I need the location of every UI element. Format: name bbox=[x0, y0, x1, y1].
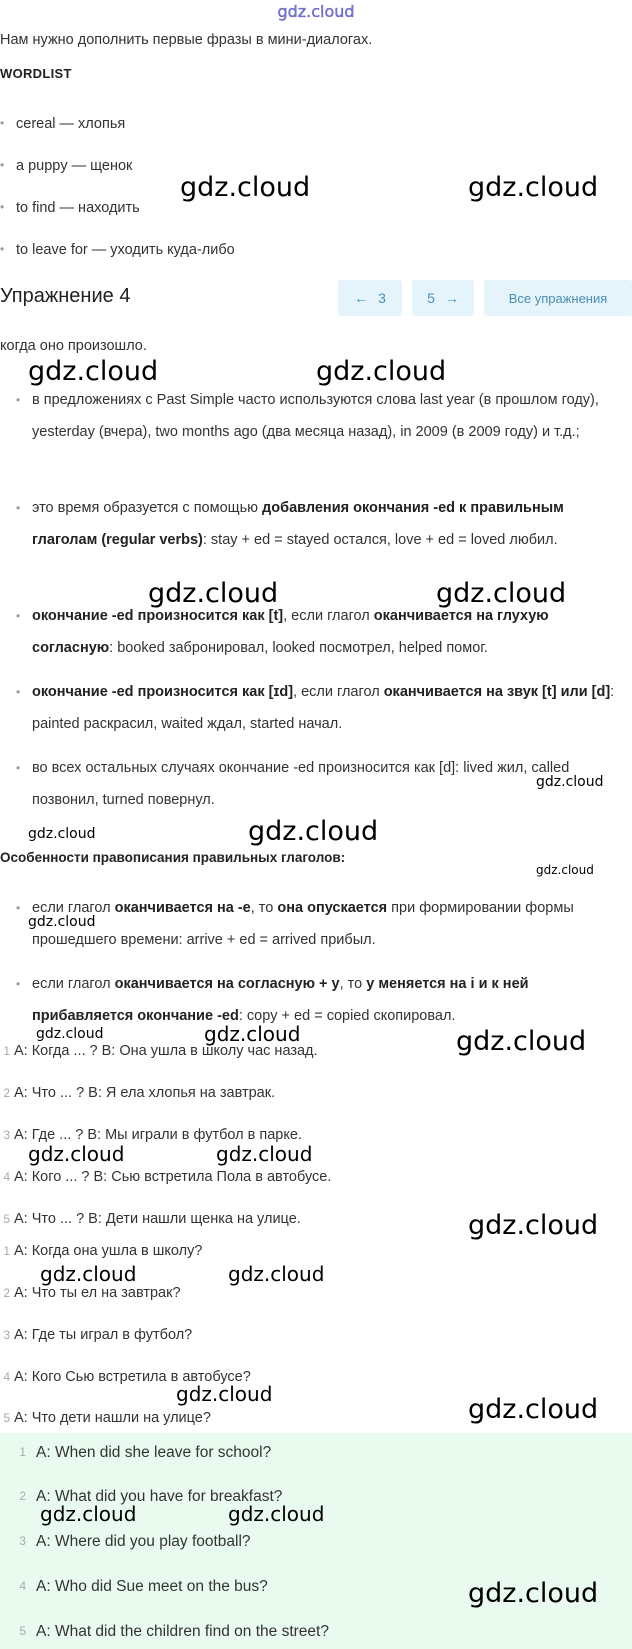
exercise-title: Упражнение 4 bbox=[0, 285, 131, 307]
rule-emphasis: добавления окончания -ed к правильным глаголам (regular verbs) bbox=[32, 500, 564, 548]
rule-text: , то bbox=[339, 976, 367, 992]
task-number: 5 bbox=[3, 1212, 10, 1226]
watermark: gdz.cloud bbox=[228, 1262, 325, 1286]
site-logo[interactable]: gdz.cloud bbox=[277, 2, 355, 21]
rule-text: при формировании формы прошедшего времени: arrive + ed = arrived прибыл. bbox=[32, 900, 574, 948]
translation-text: A: Когда она ушла в школу? bbox=[14, 1243, 203, 1259]
task-number: 2 bbox=[3, 1086, 10, 1100]
answer-text: A: What did you have for breakfast? bbox=[36, 1488, 283, 1505]
translation-text: A: Что дети нашли на улице? bbox=[14, 1410, 211, 1426]
watermark: gdz.cloud bbox=[456, 1026, 587, 1057]
watermark: gdz.cloud bbox=[176, 1382, 273, 1406]
answer-item bbox=[19, 1444, 272, 1462]
translation-item bbox=[3, 1327, 193, 1343]
watermark: gdz.cloud bbox=[180, 172, 311, 203]
rule-text: : painted раскрасил, waited ждал, started начал. bbox=[32, 684, 615, 732]
watermark: gdz.cloud bbox=[228, 1502, 325, 1526]
spelling-item bbox=[32, 968, 632, 1032]
rule-text: : booked забронировал, looked посмотрел, helped помог. bbox=[109, 640, 488, 656]
answer-text: A: Where did you play football? bbox=[36, 1533, 251, 1550]
watermark: gdz.cloud bbox=[468, 1210, 599, 1241]
all-exercises-button[interactable]: Все упражнения bbox=[484, 280, 632, 316]
watermark: gdz.cloud bbox=[436, 578, 567, 609]
translation-text: A: Что ты ел на завтрак? bbox=[14, 1285, 181, 1301]
task-item bbox=[3, 1043, 318, 1059]
rule-item bbox=[32, 676, 632, 740]
watermark: gdz.cloud bbox=[148, 578, 279, 609]
rule-item bbox=[32, 600, 632, 664]
task-number: 1 bbox=[3, 1044, 10, 1058]
answer-number: 4 bbox=[19, 1579, 26, 1593]
rule-text: , если глагол bbox=[283, 608, 374, 624]
translation-text: A: Кого Сью встретила в автобусе? bbox=[14, 1369, 251, 1385]
task-number: 4 bbox=[3, 1170, 10, 1184]
watermark: gdz.cloud bbox=[536, 774, 604, 790]
rule-text: это время образуется с помощью bbox=[32, 500, 263, 516]
rule-text: : copy + ed = copied скопировал. bbox=[238, 1008, 456, 1024]
watermark: gdz.cloud bbox=[28, 914, 96, 930]
prev-exercise-button[interactable] bbox=[338, 280, 402, 316]
rule-emphasis: y меняется на i и к ней прибавляется окончание -ed bbox=[32, 976, 529, 1024]
rule-text: , то bbox=[250, 900, 278, 916]
watermark: gdz.cloud bbox=[36, 1026, 104, 1042]
rule-text: : stay + ed = stayed остался, love + ed = loved любил. bbox=[202, 532, 558, 548]
watermark: gdz.cloud bbox=[248, 816, 379, 847]
task-text: A: Когда ... ? B: Она ушла в школу час назад. bbox=[14, 1043, 318, 1059]
intro-text: Нам нужно дополнить первые фразы в мини-диалогах. bbox=[0, 32, 373, 48]
translation-item bbox=[3, 1369, 251, 1385]
translation-number: 2 bbox=[3, 1286, 10, 1300]
translation-number: 3 bbox=[3, 1328, 10, 1342]
watermark: gdz.cloud bbox=[316, 356, 447, 387]
watermark: gdz.cloud bbox=[216, 1142, 313, 1166]
task-item bbox=[3, 1211, 301, 1227]
answers-panel bbox=[0, 1433, 632, 1649]
wordlist-item: • to find — находить bbox=[16, 200, 140, 216]
answer-number: 1 bbox=[19, 1445, 26, 1459]
answer-number: 5 bbox=[19, 1624, 26, 1638]
translation-item bbox=[3, 1285, 181, 1301]
answer-text: A: When did she leave for school? bbox=[36, 1444, 272, 1461]
watermark: gdz.cloud bbox=[28, 826, 96, 842]
watermark: gdz.cloud bbox=[536, 863, 594, 877]
rule-text: если глагол bbox=[32, 900, 115, 916]
rule-item bbox=[32, 752, 632, 816]
answer-item bbox=[19, 1488, 283, 1506]
translation-text: A: Где ты играл в футбол? bbox=[14, 1327, 193, 1343]
watermark: gdz.cloud bbox=[468, 1394, 599, 1425]
rule-emphasis: окончание -ed произносится как [t] bbox=[32, 608, 284, 624]
watermark: gdz.cloud bbox=[468, 172, 599, 203]
watermark: gdz.cloud bbox=[28, 356, 159, 387]
spelling-heading: Особенности правописания правильных глаголов: bbox=[0, 850, 346, 865]
task-text: A: Что ... ? B: Дети нашли щенка на улице. bbox=[14, 1211, 301, 1227]
rule-text: если глагол bbox=[32, 976, 115, 992]
watermark: gdz.cloud bbox=[468, 1578, 599, 1609]
rule-emphasis: оканчивается на согласную + y bbox=[114, 976, 340, 992]
answer-item bbox=[19, 1578, 268, 1596]
rule-emphasis: оканчивается на -e bbox=[114, 900, 251, 916]
answer-number: 3 bbox=[19, 1534, 26, 1548]
task-item bbox=[3, 1127, 302, 1143]
answer-text: A: What did the children find on the street? bbox=[36, 1623, 329, 1640]
task-text: A: Кого ... ? B: Сью встретила Пола в автобусе. bbox=[14, 1169, 332, 1185]
translation-item bbox=[3, 1243, 203, 1259]
arrow-left-icon: ← bbox=[354, 290, 369, 306]
task-item bbox=[3, 1169, 332, 1185]
spelling-item bbox=[32, 892, 632, 956]
wordlist-item: • a puppy — щенок bbox=[16, 158, 132, 174]
next-exercise-button[interactable] bbox=[412, 280, 474, 316]
rule-text: во всех остальных случаях окончание -ed произносится как [d]: lived жил, called позвонил, turned повернул. bbox=[32, 760, 570, 808]
rule-emphasis: окончание -ed произносится как [ɪd] bbox=[32, 684, 294, 700]
watermark: gdz.cloud bbox=[28, 1142, 125, 1166]
answer-text: A: Who did Sue meet on the bus? bbox=[36, 1578, 268, 1595]
rule-item bbox=[32, 384, 632, 448]
rule-item bbox=[32, 492, 632, 556]
wordlist-item: • to leave for — уходить куда-либо bbox=[16, 242, 235, 258]
theory-text: когда оно произошло. bbox=[0, 338, 147, 354]
rule-emphasis: она опускается bbox=[277, 900, 388, 916]
next-exercise-label: 5 bbox=[427, 290, 435, 306]
watermark: gdz.cloud bbox=[40, 1262, 137, 1286]
rule-emphasis: оканчивается на глухую согласную bbox=[32, 608, 549, 656]
translation-number: 1 bbox=[3, 1244, 10, 1258]
answer-item bbox=[19, 1623, 329, 1641]
translation-number: 5 bbox=[3, 1411, 10, 1425]
wordlist-item: • cereal — хлопья bbox=[16, 116, 125, 132]
wordlist-heading: WORDLIST bbox=[0, 66, 72, 81]
arrow-right-icon: → bbox=[444, 290, 459, 306]
task-text: A: Где ... ? B: Мы играли в футбол в парке. bbox=[14, 1127, 302, 1143]
watermark: gdz.cloud bbox=[40, 1502, 137, 1526]
rule-text: , если глагол bbox=[293, 684, 384, 700]
task-text: A: Что ... ? B: Я ела хлопья на завтрак. bbox=[14, 1085, 276, 1101]
task-number: 3 bbox=[3, 1128, 10, 1142]
task-item bbox=[3, 1085, 276, 1101]
answer-item bbox=[19, 1533, 251, 1551]
rule-text: в предложениях с Past Simple часто используются слова last year (в прошлом году), yesterday (вчера), two months ago (два месяца назад), in 2009 (в 2009 году) и т.д.; bbox=[32, 392, 599, 440]
rule-emphasis: оканчивается на звук [t] или [d] bbox=[383, 684, 611, 700]
translation-number: 4 bbox=[3, 1370, 10, 1384]
prev-exercise-label: 3 bbox=[378, 290, 386, 306]
answer-number: 2 bbox=[19, 1489, 26, 1503]
translation-item bbox=[3, 1410, 211, 1426]
watermark: gdz.cloud bbox=[204, 1022, 301, 1046]
